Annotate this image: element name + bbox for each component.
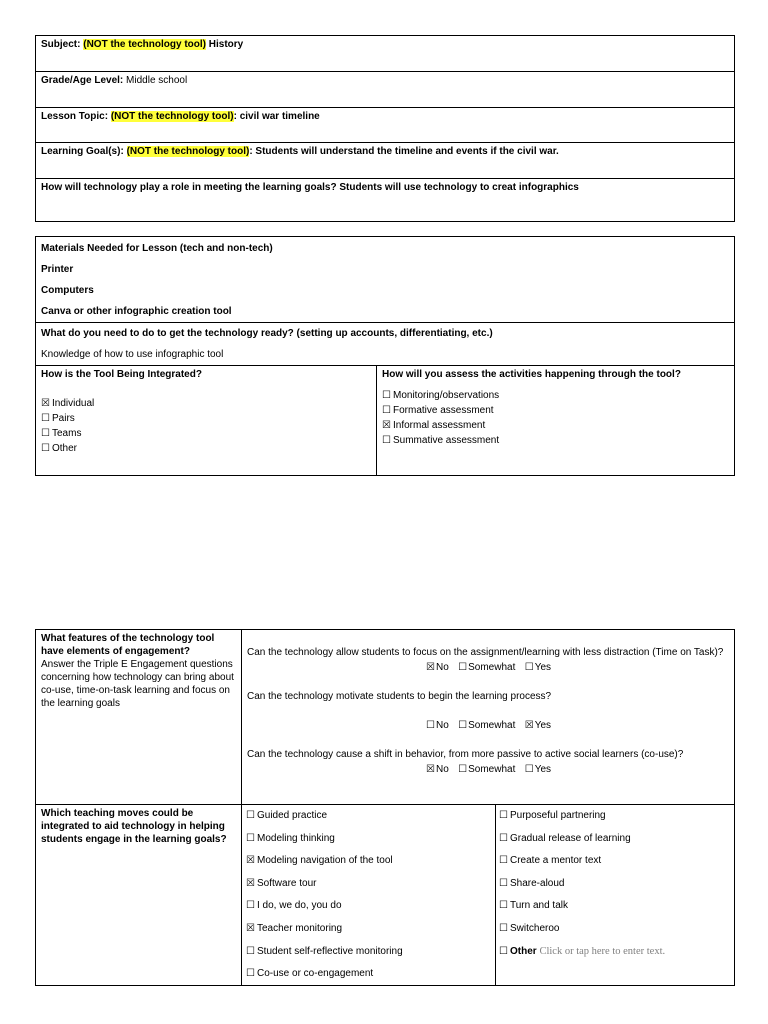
checkbox-icon[interactable]: ☐ [246, 832, 255, 844]
move-guided-practice[interactable]: ☐ Guided practice [246, 805, 491, 828]
assessment-options [382, 388, 729, 448]
checkbox-icon[interactable]: ☐ [382, 405, 391, 416]
prep-section [36, 323, 734, 365]
engagement-prompt-bold: What features of the technology tool have elements of engagement? [41, 633, 215, 657]
move-modeling-thinking[interactable]: ☐ Modeling thinking [246, 828, 491, 851]
assessment-option-summative[interactable]: ☐ Summative assessment [382, 435, 500, 446]
checkbox-icon[interactable]: ☐ [246, 968, 255, 980]
assessment-cell [377, 366, 734, 450]
topic-row [36, 108, 734, 143]
checkbox-checked-icon[interactable]: ☒ [524, 720, 534, 731]
engagement-answers-2 [247, 719, 729, 732]
answer-yes[interactable]: ☐Yes [524, 764, 552, 775]
prep-answer: Knowledge of how to use infographic tool [41, 349, 224, 360]
checkbox-icon[interactable]: ☐ [246, 810, 255, 821]
answer-somewhat[interactable]: ☐Somewhat [458, 720, 516, 731]
material-item: Canva or other infographic creation tool [41, 306, 232, 317]
integration-option-other[interactable]: ☐ Other [41, 443, 78, 454]
goal-label: Learning Goal(s): [41, 146, 127, 157]
materials-heading: Materials Needed for Lesson (tech and non-tech) [41, 243, 273, 254]
move-teacher-monitoring[interactable]: ☒ Teacher monitoring [246, 918, 491, 941]
checkbox-checked-icon[interactable]: ☒ [246, 877, 255, 889]
engagement-question-3: Can the technology cause a shift in behavior, from more passive to active social learners (co-use)? [247, 749, 684, 760]
engagement-answers-3 [247, 763, 729, 776]
answer-yes[interactable]: ☒Yes [524, 720, 552, 731]
checkbox-icon[interactable]: ☐ [458, 764, 468, 775]
materials-table [35, 236, 735, 476]
checkbox-checked-icon[interactable]: ☒ [41, 398, 50, 409]
checkbox-icon[interactable]: ☐ [41, 428, 50, 439]
teaching-moves-right [496, 805, 734, 963]
checkbox-icon[interactable]: ☐ [382, 390, 391, 401]
goal-tag: (NOT the technology tool) [126, 146, 250, 157]
checkbox-icon[interactable]: ☐ [499, 810, 508, 821]
assessment-option-informal[interactable]: ☒ Informal assessment [382, 420, 486, 431]
engagement-prompt-text: Answer the Triple E Engagement questions concerning how technology can bring about co-use, time-on-task learning and focus on the learning goals [41, 659, 234, 709]
checkbox-checked-icon[interactable]: ☒ [246, 922, 255, 934]
teaching-moves-left-list [246, 805, 491, 986]
materials-section [36, 237, 734, 323]
subject-value: History [206, 39, 244, 50]
assessment-heading: How will you assess the activities happening through the tool? [382, 369, 681, 380]
answer-no[interactable]: ☐No [425, 720, 449, 731]
subject-row [36, 36, 734, 72]
integration-option-individual[interactable]: ☒ Individual [41, 398, 95, 409]
move-switcheroo[interactable]: ☐ Switcheroo [499, 918, 731, 941]
integration-options [41, 396, 371, 456]
checkbox-icon[interactable]: ☐ [41, 413, 50, 424]
answer-yes[interactable]: ☐Yes [524, 662, 552, 673]
move-purposeful-partnering[interactable]: ☐ Purposeful partnering [499, 805, 731, 828]
material-item: Printer [41, 264, 74, 275]
answer-no[interactable]: ☒No [425, 662, 449, 673]
subject-tag: (NOT the technology tool) [83, 39, 206, 50]
integration-cell [36, 366, 376, 458]
topic-value: : civil war timeline [233, 111, 320, 122]
move-modeling-navigation[interactable]: ☒ Modeling navigation of the tool [246, 850, 491, 873]
move-co-use[interactable]: ☐ Co-use or co-engagement [246, 963, 491, 986]
prep-question: What do you need to do to get the technology ready? (setting up accounts, differentiating, etc.) [41, 328, 493, 339]
engagement-question-2: Can the technology motivate students to begin the learning process? [247, 691, 552, 702]
checkbox-checked-icon[interactable]: ☒ [246, 855, 255, 867]
subject-label: Subject: [41, 39, 84, 50]
checkbox-icon[interactable]: ☐ [246, 945, 255, 957]
checkbox-checked-icon[interactable]: ☒ [382, 420, 391, 431]
answer-somewhat[interactable]: ☐Somewhat [458, 662, 516, 673]
move-software-tour[interactable]: ☒ Software tour [246, 873, 491, 896]
other-text-input[interactable]: Click or tap here to enter text. [539, 945, 666, 957]
answer-no[interactable]: ☒No [425, 764, 449, 775]
move-other[interactable] [499, 941, 731, 964]
assessment-option-monitoring[interactable]: ☐ Monitoring/observations [382, 390, 500, 401]
teaching-moves-left [242, 805, 495, 986]
tech-role-text: How will technology play a role in meeting the learning goals? Students will use technology to creat infographics [41, 182, 579, 193]
topic-label: Lesson Topic: [41, 111, 111, 122]
teaching-moves-right-list [499, 805, 731, 963]
engagement-questions [242, 630, 734, 776]
topic-tag: (NOT the technology tool) [110, 111, 234, 122]
move-share-aloud[interactable]: ☐ Share-aloud [499, 873, 731, 896]
checkbox-icon[interactable]: ☐ [524, 764, 534, 775]
checkbox-icon[interactable]: ☐ [425, 720, 435, 731]
move-mentor-text[interactable]: ☐ Create a mentor text [499, 850, 731, 873]
grade-label: Grade/Age Level: [41, 75, 124, 86]
tech-role-row [36, 179, 734, 221]
goal-value: : Students will understand the timeline and events if the civil war. [249, 146, 559, 157]
engagement-prompt [36, 630, 241, 712]
teaching-moves-prompt-text: Which teaching moves could be integrated to aid technology in helping students engage in the learning goals? [41, 808, 227, 845]
assessment-option-formative[interactable]: ☐ Formative assessment [382, 405, 494, 416]
checkbox-icon[interactable]: ☐ [458, 720, 468, 731]
move-i-do-we-do[interactable]: ☐ I do, we do, you do [246, 895, 491, 918]
checkbox-icon[interactable]: ☐ [499, 945, 508, 957]
goal-row [36, 143, 734, 179]
grade-row [36, 72, 734, 108]
integration-option-pairs[interactable]: ☐ Pairs [41, 413, 75, 424]
checkbox-checked-icon[interactable]: ☒ [425, 662, 435, 673]
move-turn-and-talk[interactable]: ☐ Turn and talk [499, 895, 731, 918]
checkbox-icon[interactable]: ☐ [499, 900, 508, 912]
engagement-answers-1 [247, 661, 729, 674]
integration-option-teams[interactable]: ☐ Teams [41, 428, 82, 439]
checkbox-icon[interactable]: ☐ [499, 832, 508, 844]
checkbox-icon[interactable]: ☐ [458, 662, 468, 673]
checkbox-icon[interactable]: ☐ [499, 855, 508, 867]
material-item: Computers [41, 285, 94, 296]
checkbox-checked-icon[interactable]: ☒ [425, 764, 435, 775]
engagement-table [35, 629, 735, 986]
integration-heading: How is the Tool Being Integrated? [41, 369, 202, 380]
teaching-moves-prompt [36, 805, 241, 848]
grade-value: Middle school [123, 75, 188, 86]
move-gradual-release[interactable]: ☐ Gradual release of learning [499, 828, 731, 851]
move-self-reflective[interactable]: ☐ Student self-reflective monitoring [246, 941, 491, 964]
checkbox-icon[interactable]: ☐ [41, 443, 50, 454]
other-label: Other [510, 945, 537, 957]
checkbox-icon[interactable]: ☐ [246, 900, 255, 912]
checkbox-icon[interactable]: ☐ [524, 662, 534, 673]
checkbox-icon[interactable]: ☐ [499, 922, 508, 934]
checkbox-icon[interactable]: ☐ [382, 435, 391, 446]
answer-somewhat[interactable]: ☐Somewhat [458, 764, 516, 775]
lesson-info-table [35, 35, 735, 222]
checkbox-icon[interactable]: ☐ [499, 877, 508, 889]
engagement-question-1: Can the technology allow students to focus on the assignment/learning with less distraction (Time on Task)? [247, 647, 724, 658]
